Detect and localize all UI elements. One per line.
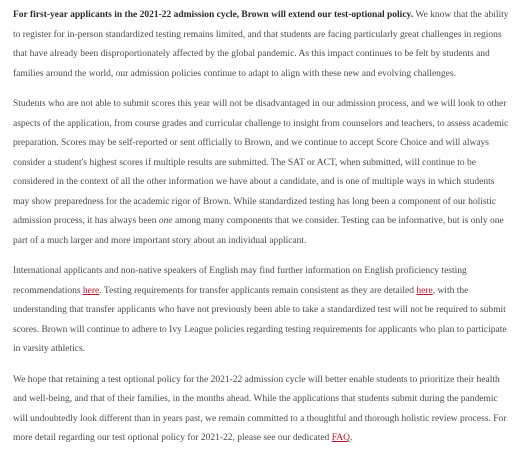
emphasis-one: one — [158, 216, 173, 226]
paragraph-1-text: We know that the ability to register for in-person standardized testing remains limited, and that students are facing particularly great challenges in regions that have already been disproportionately affected by the global pandemic. As this impact continues to be felt by students and families around the world, our admission policies continue to adapt to align with these new and evolving challenges. — [13, 10, 509, 79]
english-proficiency-link[interactable]: here — [82, 285, 100, 296]
paragraph-2-text-a: Students who are not able to submit scores this year will not be disadvantaged in our admission process, and we will look to other aspects of the application, from course grades and curricular challenge to insight from counselors and teachers, to assess academic preparation. Scores may be self-reported or sent officially to Brown, and we continue to accept Score Choice and will always consider a student's highest scores if multiple results are submitted. The SAT or ACT, when submitted, will continue to be considered in the context of all the other information we have about a candidate, and is one of multiple ways in which students may show preparedness for the academic rigor of Brown. While standardized testing has long been a component of our holistic admission process, it has always been — [13, 99, 509, 226]
paragraph-no-disadvantage — [13, 95, 509, 251]
paragraph-closing — [13, 371, 509, 449]
policy-lead-sentence: For first-year applicants in the 2021-22 admission cycle, Brown will extend our test-optional policy. — [13, 10, 414, 20]
paragraph-3-text-c: , with the understanding that transfer applicants who have not previously been able to take a standardized test will not be required to submit scores. Brown will continue to adhere to Ivy League policies regarding testing requirements for applicants who plan to participate in varsity athletics. — [13, 285, 507, 354]
paragraph-4-text-a: We hope that retaining a test optional policy for the 2021-22 admission cycle will better enable students to prioritize their health and well-being, and that of their families, in the months ahead. While the applications that students submit during the pandemic will undoubtedly look different than in years past, we remain committed to a thoughtful and thorough holistic review process. For more detail regarding our test optional policy for 2021-22, please see our dedicated — [13, 374, 507, 443]
paragraph-2-text-b: among many components that we consider. Testing can be informative, but is only one part of a much larger and more important story about an individual applicant. — [13, 216, 504, 246]
transfer-requirements-link[interactable]: here — [416, 285, 433, 296]
paragraph-3-text-a: International applicants and non-native speakers of English may find further information on English proficiency testing recommendations — [13, 266, 467, 296]
paragraph-international-transfer — [13, 262, 509, 360]
paragraph-4-text-b: . — [350, 433, 353, 443]
paragraph-test-optional-intro — [13, 6, 509, 84]
paragraph-3-text-b: . Testing requirements for transfer applicants remain consistent as they are detailed — [99, 285, 417, 296]
faq-link[interactable]: FAQ — [331, 433, 350, 443]
